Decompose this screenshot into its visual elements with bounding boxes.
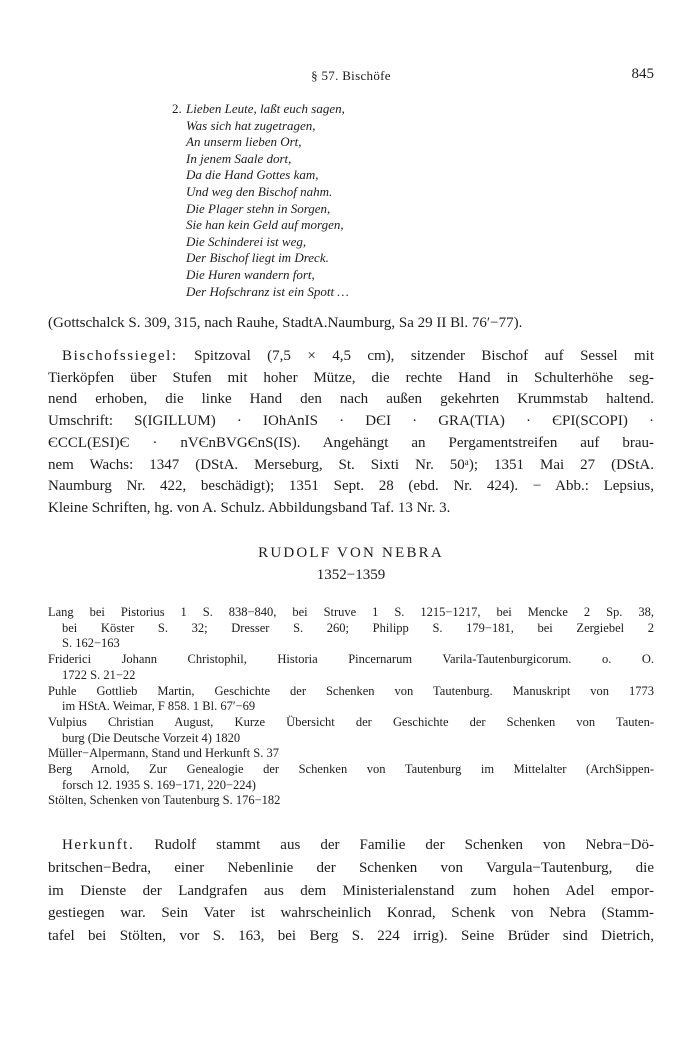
bib-entry: Vulpius Christian August, Kurze Übersicht der Geschichte der Schenken von Tauten- — [48, 714, 654, 729]
poem-line: An unserm lieben Ort, — [186, 134, 302, 150]
bib-entry-cont: forsch 12. 1935 S. 169−171, 220−224) — [62, 777, 256, 792]
poem-citation: (Gottschalck S. 309, 315, nach Rauhe, StadtA.Naumburg, Sa 29 II Bl. 76′−77). — [48, 315, 523, 331]
poem-line: Sie han kein Geld auf morgen, — [186, 217, 344, 233]
bib-entry: Puhle Gottlieb Martin, Geschichte der Schenken von Tautenburg. Manuskript von 1773 — [48, 683, 654, 698]
poem-line: Die Plager stehn in Sorgen, — [186, 200, 331, 216]
stanza-number: 2. — [172, 101, 182, 116]
poem-line: Die Schinderei ist weg, — [186, 233, 307, 249]
text-line: nend erhoben, die linke Hand den nach außen gekehrten Krummstab haltend. — [48, 391, 654, 408]
bib-entry: Friderici Johann Christophil, Historia Pincernarum Varila-Tautenburgicorum. o. O. — [48, 652, 654, 667]
bib-entry: Berg Arnold, Zur Genealogie der Schenken von Tautenburg im Mittelalter (ArchSippen- — [48, 762, 654, 777]
text-line: nem Wachs: 1347 (DStA. Merseburg, St. Sixti Nr. 50ᵃ); 1351 Mai 27 (DStA. — [48, 456, 654, 473]
seal-label: Bischofssiegel: — [62, 348, 178, 364]
bibliography — [48, 605, 654, 809]
poem-line: Da die Hand Gottes kam, — [186, 167, 319, 183]
bib-entry-cont: 1722 S. 21−22 — [62, 667, 136, 682]
poem-line: Und weg den Bischof nahm. — [186, 183, 333, 199]
seal-paragraph — [48, 346, 654, 520]
origin-paragraph — [48, 834, 654, 948]
poem-line: Die Huren wandern fort, — [186, 266, 315, 282]
running-head: § 57. Bischöfe — [311, 68, 391, 83]
poem-line: Der Bischof liegt im Dreck. — [186, 250, 329, 266]
poem-line: Der Hofschranz ist ein Spott … — [186, 283, 349, 299]
text-line: Tierköpfen über Stufen mit hoher Mütze, die rechte Hand in Schulterhöhe seg- — [48, 369, 654, 386]
text-line: Herkunft. Rudolf stammt aus der Familie der Schenken von Nebra−Dö- — [62, 837, 654, 853]
page-number: 845 — [631, 66, 654, 82]
section-heading — [48, 542, 654, 586]
bib-entry-cont: S. 162−163 — [62, 636, 120, 651]
text-line: im Dienste der Landgrafen aus dem Ministerialenstand zum hohen Adel empor- — [48, 882, 654, 899]
bib-entry: Lang bei Pistorius 1 S. 838−840, bei Struve 1 S. 1215−1217, bei Mencke 2 Sp. 38, — [48, 605, 654, 619]
text-line: tafel bei Stölten, vor S. 163, bei Berg S. 224 irrig). Seine Brüder sind Dietrich, — [48, 928, 654, 945]
bib-entry-cont: burg (Die Deutsche Vorzeit 4) 1820 — [62, 730, 241, 745]
poem-stanza — [172, 101, 349, 300]
reign-years: 1352−1359 — [316, 567, 386, 583]
text-line: Bischofssiegel: Spitzoval (7,5 × 4,5 cm), sitzender Bischof auf Sessel mit — [62, 348, 654, 364]
bishop-name: RUDOLF VON NEBRA — [258, 545, 444, 561]
text-line: Umschrift: S(IGILLUM) · IOhAnIS · DЄI · GRA(TIA) · ЄPI(SCOPI) · — [48, 413, 654, 430]
poem-line: In jenem Saale dort, — [186, 150, 292, 166]
bib-entry: Stölten, Schenken von Tautenburg S. 176−182 — [48, 793, 281, 808]
bib-entry: Müller−Alpermann, Stand und Herkunft S. 37 — [48, 746, 279, 761]
bib-entry-cont: bei Köster S. 32; Dresser S. 260; Philipp S. 179−181, bei Zergiebel 2 — [62, 620, 654, 635]
poem-line: 2. Lieben Leute, laßt euch sagen, — [172, 101, 345, 116]
text-line: gestiegen war. Sein Vater ist wahrscheinlich Konrad, Schenk von Nebra (Stamm- — [48, 905, 654, 922]
text-line: britschen−Bedra, einer Nebenlinie der Schenken von Vargula−Tautenburg, die — [48, 859, 654, 876]
bib-entry-cont: im HStA. Weimar, F 858. 1 Bl. 67′−69 — [62, 699, 256, 714]
text-line: Kleine Schriften, hg. von A. Schulz. Abbildungsband Taf. 13 Nr. 3. — [48, 499, 451, 516]
page-header — [48, 68, 654, 90]
text-line: ЄCCL(ESI)Є · nVЄnBVGЄnS(IS). Angehängt an Pergamentstreifen auf brau- — [48, 434, 654, 451]
origin-label: Herkunft. — [62, 837, 135, 853]
text-line: Naumburg Nr. 422, beschädigt); 1351 Sept. 28 (ebd. Nr. 424). − Abb.: Lepsius, — [48, 478, 654, 495]
poem-line: Was sich hat zugetragen, — [186, 117, 316, 133]
